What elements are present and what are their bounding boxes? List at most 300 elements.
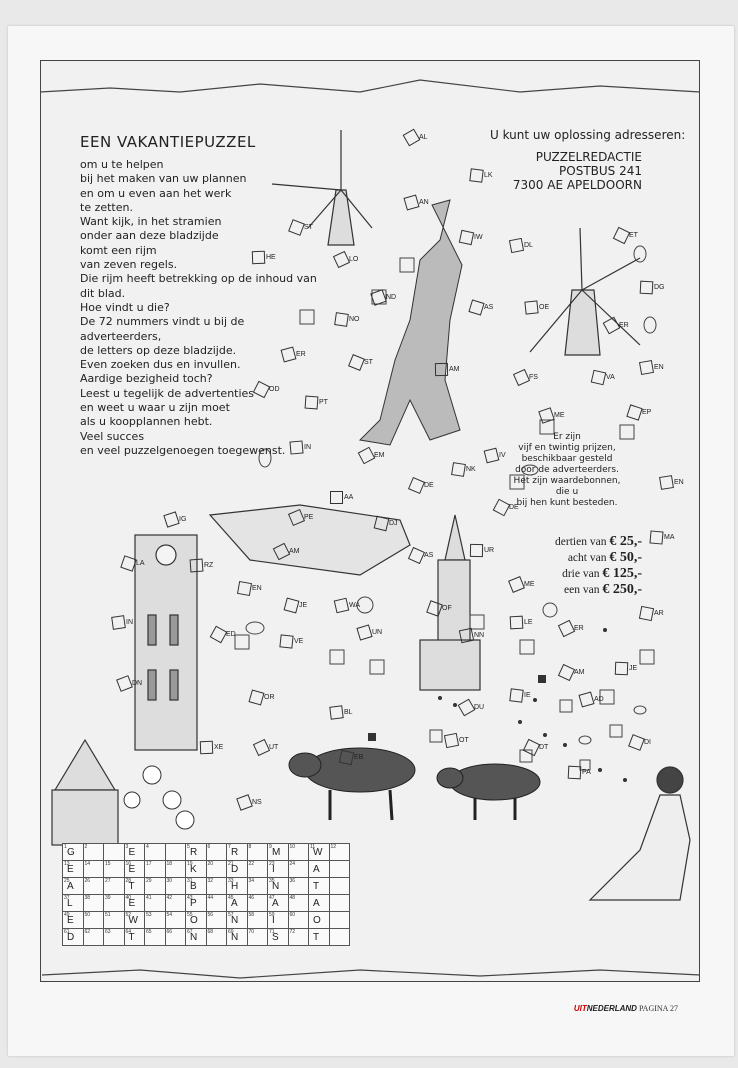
letter-tag <box>340 750 363 764</box>
grid-cell[interactable] <box>63 844 84 861</box>
tag-box-icon <box>591 369 607 385</box>
tag-label: NS <box>252 798 262 806</box>
grid-cell[interactable] <box>206 861 227 878</box>
address-line: 7300 AE APELDOORN <box>512 178 642 192</box>
grid-cell[interactable] <box>247 844 268 861</box>
cell-number: 44 <box>207 895 214 901</box>
grid-cell[interactable] <box>329 895 350 912</box>
cell-letter: R <box>190 847 198 858</box>
cell-number: 4 <box>146 844 149 850</box>
grid-cell[interactable] <box>83 844 104 861</box>
tag-label: ME <box>524 580 535 588</box>
girl-figure <box>590 767 690 900</box>
letter-tag <box>190 558 213 572</box>
letter-tag <box>470 300 493 314</box>
tag-label: PA <box>582 768 591 776</box>
cell-number: 65 <box>146 929 152 935</box>
cell-number: 38 <box>84 895 91 901</box>
grid-cell[interactable] <box>165 878 186 895</box>
grid-cell[interactable] <box>268 929 289 946</box>
tag-label: OD <box>269 385 280 393</box>
letter-tag <box>252 250 276 264</box>
grid-cell[interactable] <box>104 895 125 912</box>
letter-tag <box>212 627 236 641</box>
tag-label: ME <box>554 411 565 419</box>
grid-cell[interactable] <box>83 912 104 929</box>
grid-cell[interactable] <box>288 895 309 912</box>
grid-cell[interactable] <box>83 929 104 946</box>
cell-letter: O <box>190 915 198 926</box>
tag-label: ND <box>386 293 397 301</box>
grid-cell[interactable] <box>268 895 289 912</box>
cell-letter: I <box>272 864 275 875</box>
tag-box-icon <box>284 597 300 613</box>
tag-box-icon <box>639 605 654 620</box>
tag-label: AD <box>594 695 604 703</box>
grid-cell[interactable] <box>145 844 166 861</box>
letter-tag <box>282 347 306 361</box>
letter-tag <box>445 733 469 747</box>
tag-box-icon <box>253 738 270 755</box>
grid-cell[interactable] <box>288 929 309 946</box>
tag-label: DE <box>509 503 519 511</box>
cell-number: 50 <box>84 912 91 918</box>
cell-number: 19 <box>187 861 193 867</box>
cell-number: 45 <box>228 895 234 901</box>
letter-tag <box>358 625 382 639</box>
tag-box-icon <box>538 407 555 424</box>
cell-number: 8 <box>248 844 252 850</box>
tag-box-icon <box>111 615 126 630</box>
grid-cell[interactable] <box>165 844 186 861</box>
grid-cell[interactable] <box>145 912 166 929</box>
tag-box-icon <box>435 362 448 375</box>
letter-tag <box>525 740 548 754</box>
grid-cell[interactable] <box>165 912 186 929</box>
cell-letter: A <box>313 864 320 875</box>
intro-line: Want kijk, in het stramien <box>80 215 222 229</box>
grid-cell[interactable] <box>104 929 125 946</box>
tag-label: AN <box>419 198 429 206</box>
letter-tag <box>372 290 396 304</box>
grid-cell[interactable] <box>104 861 125 878</box>
grid-cell[interactable] <box>247 895 268 912</box>
tag-label: AM <box>289 547 300 555</box>
tag-box-icon <box>558 663 575 680</box>
grid-cell[interactable] <box>186 895 207 912</box>
cell-number: 60 <box>289 912 296 918</box>
tag-box-icon <box>626 404 642 420</box>
tag-box-icon <box>493 498 511 516</box>
cell-number: 56 <box>207 912 214 918</box>
letter-tag <box>640 280 665 294</box>
tag-label: DG <box>654 283 665 291</box>
grid-cell[interactable] <box>329 929 350 946</box>
tag-box-icon <box>603 316 621 334</box>
intro-line: Aardige bezigheid toch? <box>80 372 213 386</box>
puzzle-title: EEN VAKANTIEPUZZEL <box>80 133 256 151</box>
prize-label: acht van <box>567 552 607 564</box>
letter-tag <box>275 544 300 558</box>
letter-tag <box>200 740 223 754</box>
tag-label: DT <box>539 743 549 751</box>
grid-cell[interactable] <box>186 929 207 946</box>
tag-box-icon <box>190 558 204 572</box>
grid-cell[interactable] <box>63 912 84 929</box>
prize-row <box>555 534 642 550</box>
prize-label: dertien van <box>555 536 607 548</box>
address-line: PUZZELREDACTIE <box>535 150 642 164</box>
tag-label: EN <box>674 478 684 486</box>
grid-cell[interactable] <box>268 861 289 878</box>
tag-box-icon <box>510 615 524 629</box>
cell-number: 13 <box>64 861 70 867</box>
cell-number: 71 <box>269 929 275 935</box>
tag-label: VE <box>294 637 304 645</box>
grid-cell[interactable] <box>309 878 330 895</box>
letter-tag <box>335 312 360 326</box>
page-footer <box>574 1004 678 1013</box>
tag-label: EN <box>654 363 664 371</box>
letter-tag <box>615 661 637 675</box>
tag-box-icon <box>470 543 483 556</box>
cell-letter: R <box>231 847 239 858</box>
cell-number: 25 <box>64 878 70 884</box>
grid-cell[interactable] <box>206 912 227 929</box>
tag-box-icon <box>403 194 419 210</box>
cell-number: 35 <box>269 878 275 884</box>
intro-line: en om u even aan het werk <box>80 186 232 200</box>
tag-label: AM <box>574 668 585 676</box>
grid-cell[interactable] <box>63 878 84 895</box>
cell-letter: S <box>272 932 279 943</box>
grid-cell[interactable] <box>145 895 166 912</box>
tag-box-icon <box>403 128 421 146</box>
cell-letter: W <box>128 915 138 926</box>
cell-number: 21 <box>228 861 234 867</box>
cell-number: 48 <box>289 895 296 901</box>
grid-cell[interactable] <box>227 861 248 878</box>
letter-tag <box>560 621 584 635</box>
grid-cell[interactable] <box>288 878 309 895</box>
tag-box-icon <box>210 625 228 643</box>
prize-row <box>555 566 642 582</box>
grid-cell[interactable] <box>206 895 227 912</box>
tag-box-icon <box>358 446 376 464</box>
tag-box-icon <box>248 689 264 705</box>
cell-number: 34 <box>248 878 255 884</box>
grid-cell[interactable] <box>329 912 350 929</box>
tag-box-icon <box>200 740 213 753</box>
grid-cell[interactable] <box>104 912 125 929</box>
address-block <box>513 150 642 192</box>
cell-number: 64 <box>125 929 132 935</box>
tag-box-icon <box>459 627 474 642</box>
grid-cell[interactable] <box>186 878 207 895</box>
grid-cell[interactable] <box>186 861 207 878</box>
letter-tag <box>410 548 433 562</box>
cell-number: 57 <box>228 912 234 918</box>
cell-letter: E <box>128 847 136 858</box>
cell-number: 70 <box>248 929 255 935</box>
cell-number: 10 <box>289 844 296 850</box>
address-lead: U kunt uw oplossing adresseren: <box>490 128 686 142</box>
letter-tag <box>615 228 638 242</box>
grid-cell[interactable] <box>309 844 330 861</box>
cell-letter: D <box>231 864 239 875</box>
tag-label: ER <box>619 321 629 329</box>
statue-figure <box>360 200 462 445</box>
cell-number: 53 <box>146 912 152 918</box>
cell-letter: A <box>313 898 320 909</box>
cell-number: 11 <box>310 844 316 850</box>
cell-letter: T <box>128 881 135 892</box>
grid-cell[interactable] <box>124 929 145 946</box>
tag-box-icon <box>348 354 365 371</box>
letter-tag <box>470 168 493 182</box>
cell-letter: N <box>231 915 239 926</box>
cell-number: 17 <box>146 861 152 867</box>
grid-cell[interactable] <box>104 844 125 861</box>
grid-cell[interactable] <box>83 861 104 878</box>
letter-tag <box>375 516 398 530</box>
tag-label: ST <box>364 358 373 366</box>
grid-cell[interactable] <box>206 844 227 861</box>
tag-label: LO <box>349 255 359 263</box>
cell-number: 28 <box>125 878 132 884</box>
grid-cell[interactable] <box>288 844 309 861</box>
grid-cell[interactable] <box>329 861 350 878</box>
tag-label: ET <box>629 231 638 239</box>
tag-label: DI <box>644 738 651 746</box>
tag-label: UR <box>484 546 495 554</box>
tag-box-icon <box>524 300 538 314</box>
tag-box-icon <box>288 219 305 236</box>
tag-box-icon <box>329 705 343 719</box>
grid-cell[interactable] <box>268 912 289 929</box>
cell-number: 68 <box>207 929 214 935</box>
grid-cell[interactable] <box>309 929 330 946</box>
tag-box-icon <box>649 530 663 544</box>
letter-tag <box>335 598 360 612</box>
grid-cell[interactable] <box>145 861 166 878</box>
grid-cell[interactable] <box>227 895 248 912</box>
cell-number: 41 <box>146 895 152 901</box>
prize-row <box>555 582 642 598</box>
tag-label: RZ <box>204 561 214 569</box>
grid-row <box>63 929 350 946</box>
grid-cell[interactable] <box>309 861 330 878</box>
cell-number: 18 <box>166 861 173 867</box>
tag-box-icon <box>334 312 349 327</box>
grid-cell[interactable] <box>309 912 330 929</box>
prize-intro-line: vijf en twintig prijzen, <box>518 443 616 453</box>
grid-cell[interactable] <box>288 912 309 929</box>
grid-cell[interactable] <box>309 895 330 912</box>
grid-cell[interactable] <box>206 878 227 895</box>
grid-cell[interactable] <box>124 912 145 929</box>
grid-cell[interactable] <box>329 844 350 861</box>
letter-tag <box>330 490 353 504</box>
grid-cell[interactable] <box>124 844 145 861</box>
tag-label: LK <box>484 171 493 179</box>
grid-cell[interactable] <box>227 878 248 895</box>
tag-box-icon <box>444 732 459 747</box>
grid-cell[interactable] <box>227 929 248 946</box>
grid-cell[interactable] <box>145 929 166 946</box>
grid-cell[interactable] <box>206 929 227 946</box>
grid-cell[interactable] <box>227 844 248 861</box>
grid-cell[interactable] <box>186 912 207 929</box>
intro-line: Die rijm heeft betrekking op de inhoud van <box>80 272 317 286</box>
cell-number: 6 <box>207 844 211 850</box>
intro-line: komt een rijm <box>80 243 157 257</box>
intro-line: Even zoeken dus en invullen. <box>80 358 241 372</box>
grid-cell[interactable] <box>268 844 289 861</box>
grid-cell[interactable] <box>124 895 145 912</box>
prize-label: drie van <box>562 568 600 580</box>
cell-letter: A <box>231 898 238 909</box>
cell-number: 61 <box>64 929 70 935</box>
tag-label: JE <box>629 664 638 672</box>
letter-tag <box>540 408 565 422</box>
prize-list <box>555 534 642 598</box>
tag-label: UT <box>269 743 279 751</box>
intro-line: bij het maken van uw plannen <box>80 172 247 186</box>
grid-cell[interactable] <box>165 929 186 946</box>
grid-cell[interactable] <box>329 878 350 895</box>
grid-row <box>63 895 350 912</box>
grid-row <box>63 844 350 861</box>
grid-cell[interactable] <box>63 895 84 912</box>
brand-rest: NEDERLAND <box>586 1004 637 1013</box>
grid-cell[interactable] <box>63 861 84 878</box>
tag-label: DJ <box>389 519 398 527</box>
letter-tag <box>122 556 145 570</box>
cell-number: 67 <box>187 929 193 935</box>
tag-label: NK <box>466 465 476 473</box>
letter-tag <box>305 395 328 409</box>
grid-cell[interactable] <box>165 861 186 878</box>
intro-line: te zetten. <box>80 200 133 214</box>
cell-number: 59 <box>269 912 275 918</box>
tag-label: OE <box>539 303 550 311</box>
grid-cell[interactable] <box>247 861 268 878</box>
intro-line: als u koopplannen hebt. <box>80 415 213 429</box>
cell-letter: L <box>67 898 73 909</box>
tag-box-icon <box>613 226 630 243</box>
tag-box-icon <box>120 555 137 572</box>
tag-box-icon <box>458 698 476 716</box>
prize-intro <box>508 432 626 509</box>
cell-number: 1 <box>64 844 67 850</box>
tag-label: EN <box>252 584 262 592</box>
letter-tag <box>118 676 142 690</box>
grid-cell[interactable] <box>227 912 248 929</box>
grid-cell[interactable] <box>268 878 289 895</box>
tag-label: EM <box>374 451 385 459</box>
tag-label: ST <box>304 223 313 231</box>
cell-letter: E <box>128 864 136 875</box>
tag-label: LE <box>524 618 533 626</box>
letter-tag <box>510 615 533 629</box>
prize-amount: € 125,- <box>602 566 642 581</box>
cell-letter: E <box>128 898 136 909</box>
cell-number: 14 <box>84 861 91 867</box>
letter-tag <box>165 512 186 526</box>
tag-label: IN <box>126 618 133 626</box>
puzzle-grid[interactable] <box>62 843 350 946</box>
cell-number: 69 <box>228 929 234 935</box>
grid-cell[interactable] <box>83 895 104 912</box>
letter-tag <box>515 370 538 384</box>
grid-cell[interactable] <box>247 929 268 946</box>
prize-intro-line: beschikbaar gesteld <box>521 454 613 464</box>
letter-tag <box>628 405 651 419</box>
tag-box-icon <box>163 511 179 527</box>
tag-label: OR <box>264 693 275 701</box>
windmill-right-icon <box>530 228 640 355</box>
prize-label: een van <box>564 584 600 596</box>
grid-cell[interactable] <box>186 844 207 861</box>
letter-tag <box>112 615 133 629</box>
letter-tag <box>350 355 373 369</box>
intro-line: Hoe vindt u die? <box>80 300 170 314</box>
letter-tag <box>290 220 313 234</box>
tag-box-icon <box>459 229 474 244</box>
letter-tag <box>255 740 278 754</box>
tag-label: HE <box>266 253 276 261</box>
intro-line: van zeven regels. <box>80 258 178 272</box>
grid-cell[interactable] <box>247 878 268 895</box>
letter-tag <box>405 195 429 209</box>
intro-line: om u te helpen <box>80 158 164 171</box>
town-hall-icon <box>52 740 118 845</box>
cell-number: 37 <box>64 895 70 901</box>
grid-cell[interactable] <box>63 929 84 946</box>
cell-number: 55 <box>187 912 193 918</box>
letter-tag <box>460 230 483 244</box>
cell-letter: E <box>67 915 74 926</box>
cell-letter: P <box>190 898 197 909</box>
cell-letter: D <box>67 932 75 943</box>
cell-number: 29 <box>146 878 152 884</box>
grid-cell[interactable] <box>124 861 145 878</box>
grid-cell[interactable] <box>104 878 125 895</box>
tag-label: OT <box>459 736 469 744</box>
tag-label: VA <box>606 373 615 381</box>
tag-label: ED <box>226 630 236 638</box>
grid-cell[interactable] <box>247 912 268 929</box>
grid-cell[interactable] <box>83 878 104 895</box>
intro-line: onder aan deze bladzijde <box>80 229 219 243</box>
grid-cell[interactable] <box>165 895 186 912</box>
cell-number: 2 <box>84 844 88 850</box>
grid-cell[interactable] <box>288 861 309 878</box>
grid-cell[interactable] <box>145 878 166 895</box>
cell-letter: E <box>67 864 74 875</box>
grid-cell[interactable] <box>124 878 145 895</box>
tag-box-icon <box>640 280 654 294</box>
prize-intro-line: Er zijn <box>553 432 581 442</box>
cell-letter: W <box>313 847 323 858</box>
tag-label: DN <box>132 679 143 687</box>
cell-number: 7 <box>228 844 231 850</box>
tag-label: IW <box>474 233 483 241</box>
page-number: PAGINA 27 <box>638 1004 678 1013</box>
tag-label: PT <box>319 398 328 406</box>
letter-tag <box>510 577 535 591</box>
